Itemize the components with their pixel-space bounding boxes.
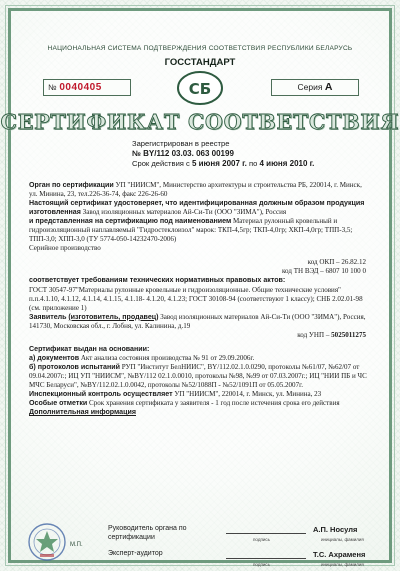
organ-label: Орган по сертификации: [29, 181, 114, 189]
production-type: Серийное производство: [29, 244, 101, 253]
series-value: А: [324, 81, 333, 93]
requirements-label: соответствует требованиям технических нормативных правовых актов:: [29, 276, 286, 285]
signature-caption: подпись: [253, 537, 271, 542]
system-title: НАЦИОНАЛЬНАЯ СИСТЕМА ПОДТВЕРЖДЕНИЯ СООТВЕТСТВИЯ РЕСПУБЛИКИ БЕЛАРУСЬ: [47, 45, 353, 52]
registration-block: [132, 139, 382, 169]
series-box: [271, 79, 359, 96]
signature-line: [226, 533, 306, 534]
signature-caption: подпись: [253, 562, 271, 567]
series-label: Серия: [297, 82, 323, 92]
applicant-role: (изготовитель, продавец): [68, 312, 159, 321]
special-section: [29, 399, 372, 408]
signatures-block: [108, 524, 378, 571]
validity-prefix: Срок действия с: [132, 159, 190, 168]
number-prefix: №: [48, 83, 57, 92]
protocols-text: РУП "Институт БелНИИС", BY/112.02.1.0.0290, протоколы №61/07, №62/07 от 09.04.2007г.; ИЦ УП "НИИСМ", №BY/112 02.1.0.0010, протоколы №98, №99 от 07.03.2007г.; ИЦ "НИИ ПБ и ЧС МЧС Беларуси", №BY/112.02.1.0.0042, протоколы №52/1088П - №52/1091П от 05.05.2007г.: [29, 362, 367, 389]
protocols-section: [29, 363, 372, 390]
control-text: УП "НИИСМ", 220014, г. Минск, ул. Минина, 23: [174, 390, 322, 399]
head-role: Руководитель органа по сертификации: [108, 525, 187, 541]
gosstandart-heading: ГОССТАНДАРТ: [164, 57, 236, 68]
validity-to: по: [249, 159, 258, 168]
expert-role: Эксперт-аудитор: [108, 550, 163, 557]
named-label: и представленная на сертификацию под наименованием: [29, 217, 232, 226]
special-text: Срок хранения сертификата у заявителя - 1 год после истечения срока его действия: [89, 399, 340, 408]
certificate-number: 0040405: [59, 82, 102, 93]
expert-signature-row: [108, 549, 378, 571]
head-name: А.П. Носуля: [313, 525, 358, 534]
issued-label: Сертификат выдан на основании:: [29, 344, 150, 353]
sb-logo-icon: [176, 70, 224, 106]
documents-section: [29, 354, 372, 363]
stamp-mark: М.П.: [70, 542, 83, 548]
tn-ved-code: код ТН ВЭД – 6807 10 100 0: [281, 267, 366, 276]
organ-section: [29, 181, 372, 199]
okp-code: код ОКП – 26.82.12: [307, 258, 366, 267]
product-text: Материал рулонный кровельный и гидроизоляционный наплавляемый "Гидростеклоизол" марок: ТКП-4,5гр; ТКП-4,0гр; ХКП-4,0гр; ТПП-3,5; ТПП-3,0; ХПП-3,0 (ТУ 5774-050-14232470-2006): [29, 217, 353, 244]
name-caption: инициалы, фамилия: [321, 537, 364, 542]
valid-to: 4 июня 2010 г.: [259, 159, 315, 168]
validity-period: [132, 159, 382, 169]
valid-from: 5 июня 2007 г.: [191, 159, 247, 168]
additional-info-label: Дополнительная информация: [29, 408, 136, 417]
protocols-label: б) протоколов испытаний: [29, 362, 120, 371]
applicant-section: [29, 313, 372, 331]
unp-value: 5025011275: [331, 330, 366, 339]
head-signature-row: [108, 524, 378, 549]
certificate-title: СЕРТИФИКАТ СООТВЕТСТВИЯ: [0, 110, 400, 134]
registered-label: Зарегистрирован в реестре: [132, 139, 230, 148]
applicant-label: Заявитель: [29, 312, 67, 321]
unp-prefix: код УНП –: [297, 330, 330, 339]
organ-text: УП "НИИСМ", Министерство архитектуры и строительства РБ, 220014, г. Минск, ул. Минина, 23, тел.226-36-74, факс 226-26-60: [29, 181, 362, 199]
registry-number: № BY/112 03.03. 063 00199: [132, 149, 234, 158]
unp-code: [29, 331, 372, 340]
applicant-text: Завод изоляционных материалов Ай-Си-Ти (ООО "ЗИМА"), Россия, 141730, Московская обл., г. Лобня, ул. Калинина, д.19: [29, 312, 366, 330]
special-label: Особые отметки: [29, 399, 88, 408]
certificate-body: [29, 181, 372, 417]
state-emblem-stamp-icon: [28, 521, 66, 563]
expert-name: Т.С. Ахраменя: [313, 550, 366, 559]
certifies-label: Настоящий сертификат удостоверяет, что идентифицированная должным образом продукция изготовленная: [29, 199, 365, 217]
manufacturer-section: [29, 199, 372, 217]
control-label: Инспекционный контроль осуществляет: [29, 390, 173, 399]
product-section: [29, 217, 372, 244]
logo-letters: СБ: [188, 80, 212, 98]
name-caption: инициалы, фамилия: [321, 562, 364, 567]
manufacturer-text: Завод изоляционных материалов Ай-Си-Ти (ООО "ЗИМА"), Россия: [82, 208, 287, 217]
control-section: [29, 390, 372, 399]
certificate-number-box: [43, 79, 131, 96]
documents-text: Акт анализа состояния производства № 91 от 29.09.2006г.: [80, 353, 255, 362]
documents-label: а) документов: [29, 353, 80, 362]
requirements-text: ГОСТ 30547-97"Материалы рулонные кровельные и гидроизоляционные. Общие технические условия" п.п.4.1.10, 4.1.12, 4.1.14, 4.1.15, 4.1.18- 4.1.20, 4.1.23; ГОСТ 30108-94 (соответствуют 1 классу); СНБ 2.02.01-98 (см. приложение 1): [29, 285, 363, 312]
signature-line: [226, 558, 306, 559]
